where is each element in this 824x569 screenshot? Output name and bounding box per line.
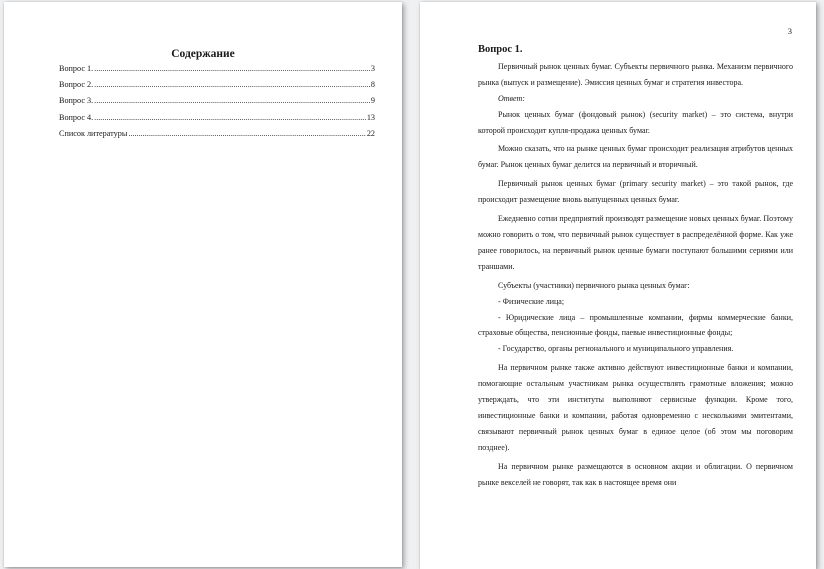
toc-dot-leader [94,96,370,106]
toc-entry-label: Вопрос 2. [59,80,94,90]
toc-entry-page: 8 [370,80,375,90]
toc-entry-label: Вопрос 1. [59,64,94,73]
toc-entry[interactable] [59,80,375,96]
toc-entry[interactable] [59,129,375,145]
toc-entry-page: 9 [370,96,375,106]
paragraph: На первичном рынке также активно действуют инвестиционные банки и компании, помогающие остальным участникам рынка осуществлять грамотные вложения; можно утверждать, что эти институты выполняют сервисные функции. Кроме того, инвестиционные банки и компании, работая одновременно с несколькими эмитентами, связывают первичный рынок ценных бумаг в единое целое (об этом мы поговорим позднее). [478,363,793,452]
toc-entry[interactable] [59,96,375,112]
toc-entry-page: 3 [370,64,375,73]
list-item: - Юридические лица – промышленные компании, фирмы коммерческие банки, страховые общества, пенсионные фонды, паевые инвестиционные фонды; [478,312,793,338]
toc-dot-leader [128,129,365,139]
toc-entry[interactable] [59,113,375,129]
toc-title: Содержание [171,48,235,60]
question-heading: Вопрос 1. [478,44,523,55]
toc-page [4,2,402,567]
paragraph: Первичный рынок ценных бумаг (primary security market) – это такой рынок, где происходит размещение вновь выпущенных ценных бумаг. [478,179,793,205]
toc-entry-label: Список литературы [59,128,128,138]
page-number: 3 [787,26,792,36]
toc-entry-label: Вопрос 3. [59,96,94,106]
paragraph: Рынок ценных бумаг (фондовый рынок) (security market) – это система, внутри которой происходит купля-продажа ценных бумаг. [478,109,793,135]
toc-dot-leader [94,64,370,74]
paragraph: Можно сказать, что на рынке ценных бумаг происходит реализация атрибутов ценных бумаг. Рынок ценных бумаг делится на первичный и вторичный. [478,144,793,170]
toc-entry-page: 13 [366,112,375,122]
toc-entry[interactable] [59,64,375,80]
toc-list [59,64,375,145]
toc-entry-label: Вопрос 4. [59,112,94,122]
question-text: Первичный рынок ценных бумаг. Субъекты первичного рынка. Механизм первичного рынка (выпуск и размещение). Эмиссия ценных бумаг и стратегия инвестора. [478,61,793,87]
toc-dot-leader [94,80,370,90]
paragraph: Ежедневно сотни предприятий производят размещение новых ценных бумаг. Поэтому можно говорить о том, что первичный рынок существует в распределённой форме. Как уже ранее говорилось, на первичный рынок ценные бумаги поступают большими сериями или траншами. [478,214,793,271]
toc-dot-leader [94,113,366,123]
paragraph: На первичном рынке размещаются в основном акции и облигации. О первичном рынке векселей не говорят, так как в настоящее время они [478,461,793,487]
list-item: - Физические лица; [498,296,565,306]
content-page [420,2,816,569]
paragraph: Субъекты (участники) первичного рынка ценных бумаг: [498,280,690,290]
answer-label: Ответ: [498,93,525,103]
toc-entry-page: 22 [366,128,375,138]
page-content [478,42,793,490]
list-item: - Государство, органы регионального и муниципального управления. [498,344,734,354]
